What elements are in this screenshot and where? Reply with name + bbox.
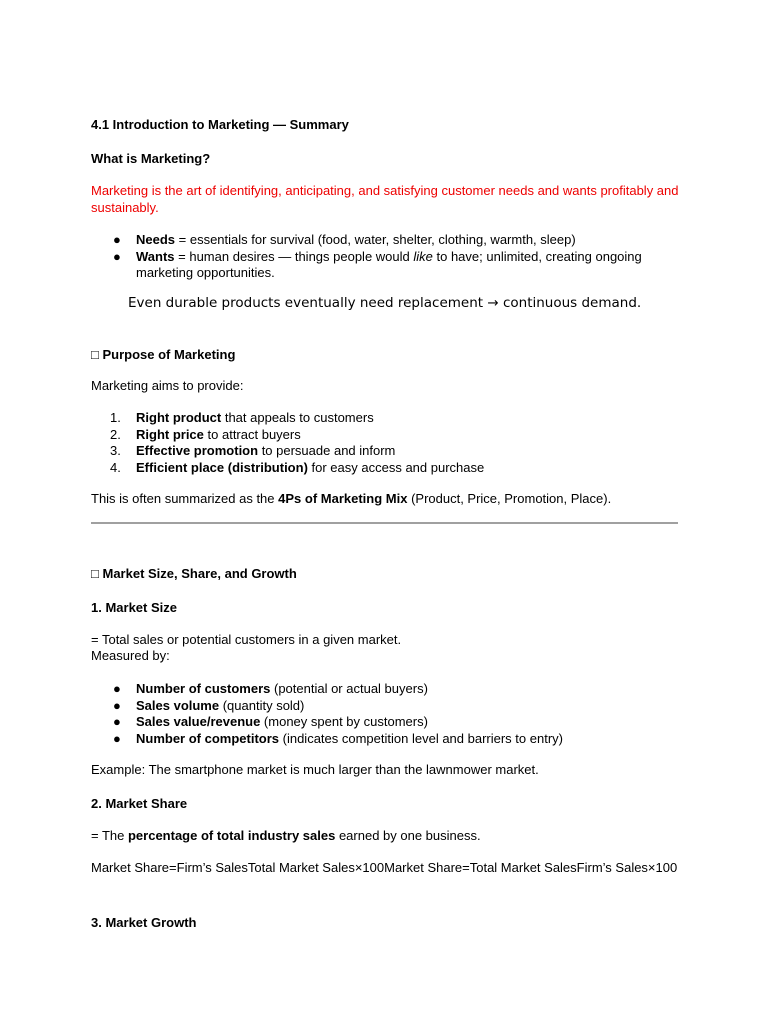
item-text: (quantity sold) <box>219 697 305 713</box>
item-text: that appeals to customers <box>221 410 374 425</box>
list-item <box>91 460 681 477</box>
item-bold: Sales value/revenue <box>136 714 261 729</box>
subheading-market-growth: 3. Market Growth <box>91 915 197 930</box>
item-bold: Number of competitors <box>136 730 280 746</box>
item-bold: Efficient place (distribution) <box>136 459 308 475</box>
section-heading-what-is-marketing: What is Marketing? <box>91 151 211 166</box>
bullet-icon: ● <box>113 232 121 247</box>
missing-glyph-icon: □ <box>91 347 99 362</box>
list-number: 4. <box>110 459 121 475</box>
list-number: 1. <box>110 410 121 425</box>
list-number: 2. <box>110 426 121 442</box>
document-title: 4.1 Introduction to Marketing — Summary <box>91 117 349 132</box>
bullet-icon: ● <box>113 248 121 264</box>
item-text: to persuade and inform <box>258 443 396 458</box>
list-item <box>91 410 681 427</box>
item-bold: Right product <box>136 410 222 425</box>
bullet-icon: ● <box>113 730 121 746</box>
term-wants: Wants <box>136 248 175 264</box>
list-item <box>91 232 681 249</box>
item-text: for easy access and purchase <box>307 459 485 475</box>
summary-text: This is often summarized as the <box>91 491 279 506</box>
subheading-market-size: 1. Market Size <box>91 600 177 615</box>
definition-text: = human desires — things people would <box>174 248 414 264</box>
summary-bold: 4Ps of Marketing Mix <box>278 491 408 506</box>
definition-text: = essentials for survival (food, water, shelter, clothing, warmth, sleep) <box>175 232 576 247</box>
definition-text: to have; unlimited, creating ongoing marketing opportunities. <box>136 248 642 280</box>
list-item <box>91 714 681 731</box>
marketing-definition: Marketing is the art of identifying, anticipating, and satisfying customer needs and wants profitably and sustainably. <box>91 183 679 215</box>
marketing-mix-summary <box>91 491 681 508</box>
missing-glyph-icon: □ <box>91 566 99 581</box>
indented-note: Even durable products eventually need replacement → continuous demand. <box>128 295 642 311</box>
horizontal-divider <box>91 522 678 524</box>
market-size-example: Example: The smartphone market is much larger than the lawnmower market. <box>91 762 539 777</box>
purpose-intro: Marketing aims to provide: <box>91 378 244 393</box>
item-bold: Effective promotion <box>136 443 259 458</box>
market-size-definition: = Total sales or potential customers in a given market. <box>91 632 402 647</box>
item-bold: Number of customers <box>136 681 271 696</box>
emphasis-text: like <box>413 248 433 264</box>
term-needs: Needs <box>136 232 176 247</box>
bullet-icon: ● <box>113 697 121 713</box>
section-heading-market <box>91 566 681 583</box>
bullet-icon: ● <box>113 714 121 729</box>
purpose-list <box>91 410 681 476</box>
list-item <box>91 249 681 282</box>
market-size-measures-list <box>91 681 681 747</box>
list-item <box>91 698 681 715</box>
definition-text: = The <box>91 828 128 843</box>
market-share-definition <box>91 828 681 845</box>
market-share-formula: Market Share=Firm’s SalesTotal Market Sales×100Market Share=Total Market SalesFirm’s Sales×100 <box>91 860 678 875</box>
list-number: 3. <box>110 443 121 458</box>
item-bold: Right price <box>136 426 204 442</box>
list-item <box>91 731 681 748</box>
item-text: (indicates competition level and barriers to entry) <box>279 730 563 746</box>
section-heading-purpose <box>91 347 681 364</box>
measured-by-label: Measured by: <box>91 648 170 663</box>
definition-text: earned by one business. <box>335 828 481 843</box>
list-item <box>91 427 681 444</box>
item-bold: Sales volume <box>136 697 220 713</box>
item-text: (potential or actual buyers) <box>270 681 428 696</box>
bullet-icon: ● <box>113 681 121 696</box>
summary-text: (Product, Price, Promotion, Place). <box>407 491 612 506</box>
heading-text: Purpose of Marketing <box>102 347 236 362</box>
subheading-market-share: 2. Market Share <box>91 796 188 811</box>
list-item <box>91 443 681 460</box>
item-text: to attract buyers <box>203 426 301 442</box>
definition-bold: percentage of total industry sales <box>127 828 336 843</box>
heading-text: Market Size, Share, and Growth <box>102 566 297 581</box>
list-item <box>91 681 681 698</box>
needs-wants-list <box>91 232 681 282</box>
item-text: (money spent by customers) <box>260 714 428 729</box>
